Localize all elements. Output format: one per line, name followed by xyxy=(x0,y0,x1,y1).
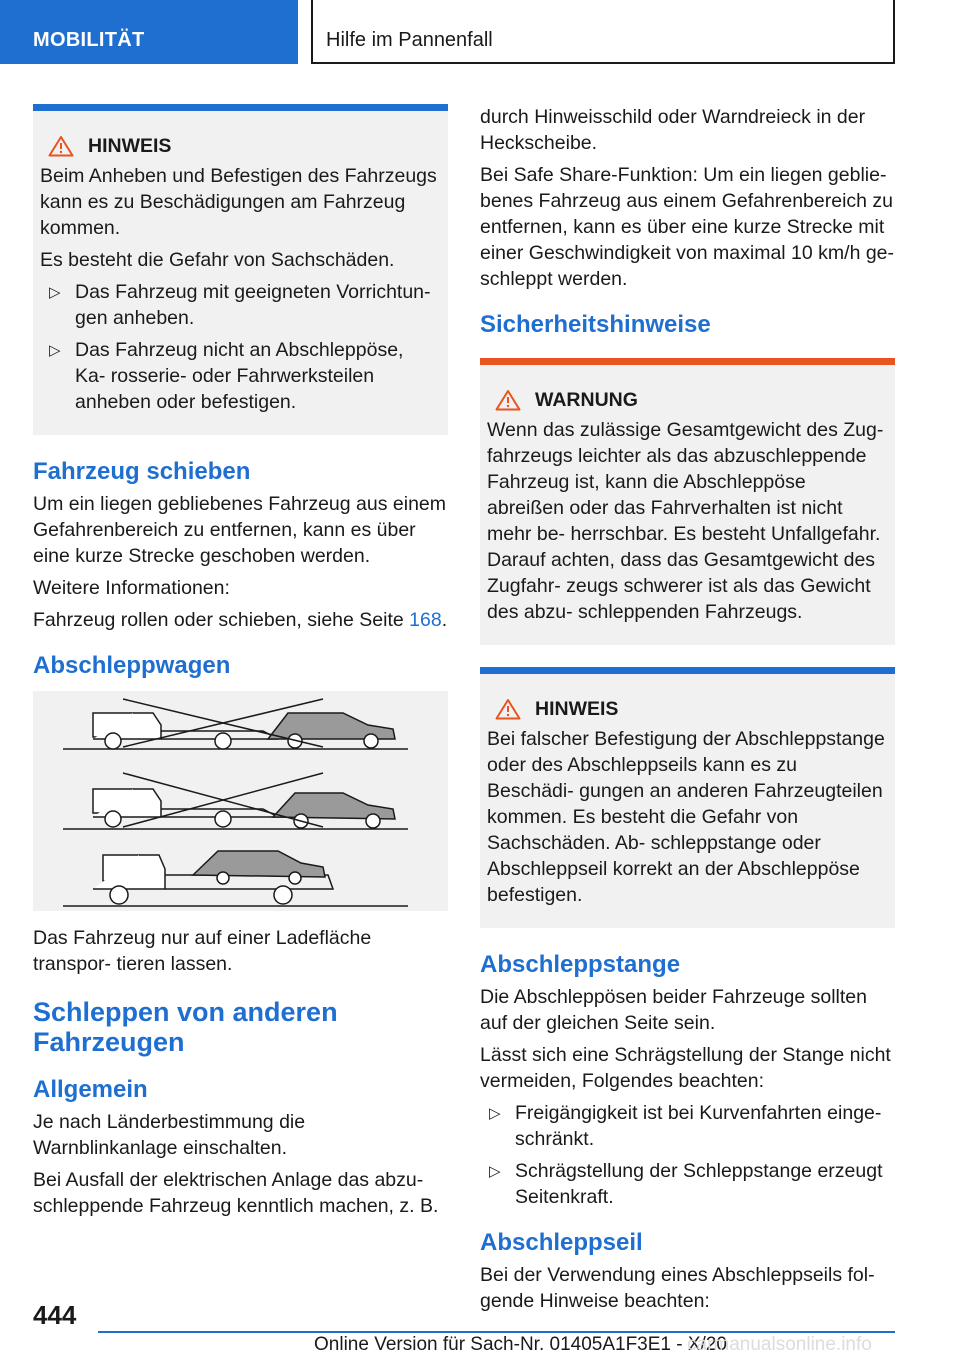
chapter-heading: Schleppen von anderen Fahrzeugen xyxy=(33,997,338,1057)
paragraph: Je nach Länderbestimmung die Warnblinkanlage einschalten. xyxy=(33,1111,306,1159)
warning-title: WARNUNG xyxy=(487,387,885,413)
paragraph: durch Hinweisschild oder Warndreieck in der Heckscheibe. xyxy=(480,106,866,154)
header-section-title: MOBILITÄT xyxy=(33,29,145,51)
notice-bullets xyxy=(40,279,438,415)
paragraph: Bei der Verwendung eines Abschleppseils fol‐ gende Hinweise beachten: xyxy=(480,1264,875,1312)
header-section-tab xyxy=(0,0,298,64)
notice-text: Bei falscher Befestigung der Abschleppstange oder des Abschleppseils kann es zu Beschädi‐ gungen an anderen Fahrzeugteilen kommen. Es besteht die Gefahr von Sachschäden. Ab‐ schleppstange oder Abschleppseil korrekt an der Abschleppöse befestigen. xyxy=(487,728,885,906)
watermark: carmanualsonline.info xyxy=(687,1334,872,1355)
triangle-bullet-icon: ▷ xyxy=(49,284,61,301)
footer-rule xyxy=(98,1331,895,1333)
notice-text: Beim Anheben und Befestigen des Fahrzeugs kann es zu Beschädigungen am Fahrzeug kommen. xyxy=(40,165,437,239)
section-heading: Abschleppseil xyxy=(480,1229,643,1256)
paragraph: Bei Safe Share-Funktion: Um ein liegen geblie‐ benes Fahrzeug aus einem Gefahrenbereich zu entfernen, kann es über eine kurze Strecke mit einer Geschwindigkeit von maximal 10 km/h ge‐ schleppt werden. xyxy=(480,164,895,290)
paragraph: Fahrzeug rollen oder schieben, siehe Seite 168. xyxy=(33,609,448,631)
warning-triangle-icon xyxy=(495,698,521,720)
section-heading: Fahrzeug schieben xyxy=(33,458,251,485)
page-number: 444 xyxy=(33,1300,77,1330)
notice-box-2 xyxy=(480,667,895,928)
bar-bullets xyxy=(480,1100,895,1210)
notice-title: HINWEIS xyxy=(40,133,438,159)
section-heading: Allgemein xyxy=(33,1076,148,1103)
section-heading: Sicherheitshinweise xyxy=(480,311,711,338)
left-column xyxy=(33,104,448,1225)
section-heading: Abschleppstange xyxy=(480,951,681,978)
notice-title: HINWEIS xyxy=(487,696,885,722)
paragraph: Die Abschleppösen beider Fahrzeuge sollten auf der gleichen Seite sein. xyxy=(480,986,868,1034)
section-heading: Abschleppwagen xyxy=(33,652,231,679)
page-reference-link[interactable]: 168 xyxy=(409,609,442,631)
tow-truck-illustration xyxy=(33,691,448,911)
warning-text: Wenn das zulässige Gesamtgewicht des Zug‐ fahrzeugs leichter als das abzuschleppende Fahrzeug ist, kann die Abschleppöse abreißen oder das Fahrverhalten ist nicht mehr be‐ herrschbar. Es besteht Unfallgefahr. Darauf achten, dass das Gesamtgewicht des Zugfahr‐ zeugs schwerer ist als das Gewicht des abzu‐ schleppenden Fahrzeugs. xyxy=(487,419,884,623)
header-chapter-title: Hilfe im Pannenfall xyxy=(326,29,493,51)
warning-box xyxy=(480,358,895,645)
footer-version-text: Online Version für Sach-Nr. 01405A1F3E1 - X/20 xyxy=(314,1334,727,1355)
triangle-bullet-icon: ▷ xyxy=(49,342,61,359)
triangle-bullet-icon: ▷ xyxy=(489,1105,501,1122)
paragraph: Lässt sich eine Schrägstellung der Stange nicht vermeiden, Folgendes beachten: xyxy=(480,1044,891,1092)
figure-caption: Das Fahrzeug nur auf einer Ladefläche transpor‐ tieren lassen. xyxy=(33,927,372,975)
header-chapter-tab xyxy=(311,0,895,64)
paragraph: Weitere Informationen: xyxy=(33,577,230,599)
warning-triangle-icon xyxy=(495,389,521,411)
list-item: ▷ Schrägstellung der Schleppstange erzeugt Seitenkraft. xyxy=(489,1160,883,1208)
triangle-bullet-icon: ▷ xyxy=(489,1163,501,1180)
paragraph: Um ein liegen gebliebenes Fahrzeug aus einem Gefahrenbereich zu entfernen, kann es über eine kurze Strecke geschoben werden. xyxy=(33,493,447,567)
warning-triangle-icon xyxy=(48,135,74,157)
list-item: ▷ Das Fahrzeug mit geeigneten Vorrichtun‐ gen anheben. xyxy=(49,281,431,329)
notice-box-1 xyxy=(33,104,448,435)
right-column xyxy=(480,104,895,1320)
paragraph: Bei Ausfall der elektrischen Anlage das abzu‐ schleppende Fahrzeug kenntlich machen, z. B. xyxy=(33,1169,439,1217)
list-item: ▷ Freigängigkeit ist bei Kurvenfahrten einge‐ schränkt. xyxy=(489,1102,882,1150)
list-item: ▷ Das Fahrzeug nicht an Abschleppöse, Ka‐ rosserie- oder Fahrwerksteilen anheben oder befestigen. xyxy=(49,339,404,413)
notice-text: Es besteht die Gefahr von Sachschäden. xyxy=(40,249,395,271)
tow-truck-drawing xyxy=(33,691,448,911)
